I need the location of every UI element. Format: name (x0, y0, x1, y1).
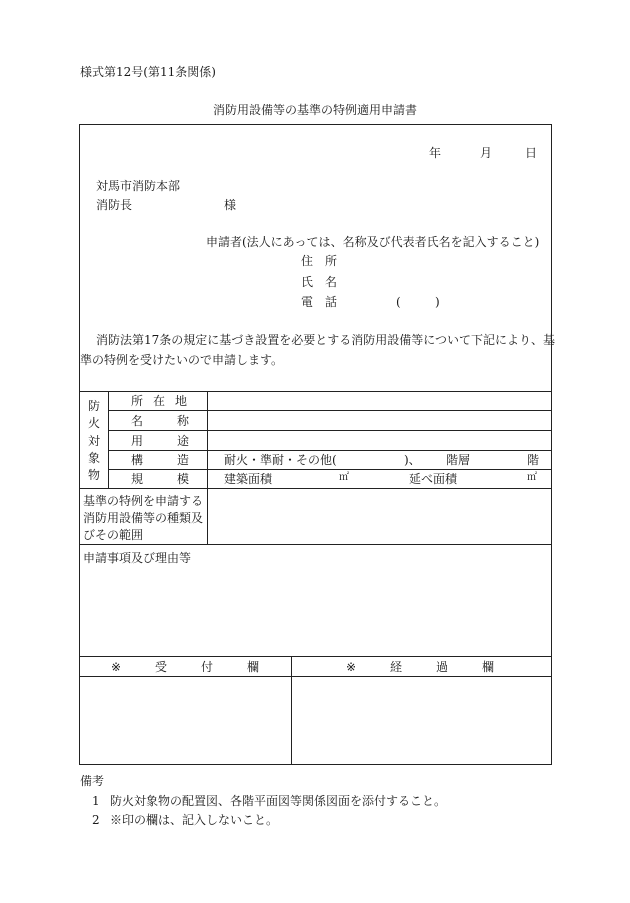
building-area-unit: ㎡ (339, 472, 349, 483)
notes-heading: 備考 (80, 774, 105, 788)
equipment-label-line1: 基準の特例を申請する (83, 494, 204, 508)
structure-close: )、 (404, 453, 421, 467)
floor-area-unit: ㎡ (527, 472, 537, 483)
object-vertical-char: 物 (87, 468, 100, 482)
building-area-label: 建築面積 (224, 472, 273, 486)
date-day-label: 日 (525, 146, 538, 160)
reception-progress-divider (291, 656, 292, 765)
equipment-section-bottom-line (79, 544, 552, 545)
reason-label: 申請事項及び理由等 (83, 551, 192, 565)
date-year-label: 年 (429, 146, 442, 160)
object-vertical-label (84, 397, 104, 483)
progress-header (346, 661, 494, 673)
phone-paren-open: ( (396, 295, 401, 309)
floors-unit: 階 (527, 453, 540, 467)
body-text-line2: 準の特例を受けたいので申請します。 (80, 353, 284, 367)
applicant-phone-label: 電 話 (301, 295, 338, 309)
object-row-line (108, 450, 552, 451)
object-label-divider (108, 391, 109, 488)
object-section-top-line (79, 391, 552, 392)
date-month-label: 月 (480, 146, 493, 160)
body-text-line1: 消防法第17条の規定に基づき設置を必要とする消防用設備等について下記により、基 (96, 333, 556, 347)
object-row-line (108, 469, 552, 470)
addressee-honorific: 様 (224, 198, 237, 212)
equipment-label-line2: 消防用設備等の種類及 (83, 511, 204, 525)
note-text: 防火対象物の配置図、各階平面図等関係図面を添付すること。 (110, 794, 447, 808)
name-label: 名称 (131, 414, 224, 428)
progress-char: 過 (435, 660, 448, 674)
form-title: 消防用設備等の基準の特例適用申請書 (212, 103, 417, 117)
object-section-bottom-line (79, 488, 552, 489)
reason-section-bottom-line (79, 656, 552, 657)
object-row-line (108, 430, 552, 431)
note-number: 1 (92, 794, 100, 808)
progress-char: 経 (390, 660, 403, 674)
scale-label: 規模 (131, 472, 224, 486)
reception-char: 付 (200, 660, 213, 674)
note-number: 2 (92, 813, 100, 827)
object-vertical-char: 防 (87, 399, 100, 413)
object-vertical-char: 対 (87, 433, 100, 448)
applicant-label: 申請者(法人にあっては、名称及び代表者氏名を記入すること) (206, 235, 540, 249)
addressee-org: 対馬市消防本部 (96, 179, 181, 193)
structure-value: 耐火・準耐・その他( (224, 453, 337, 467)
reception-header-line (79, 676, 552, 677)
structure-label: 構造 (131, 453, 224, 467)
progress-char: 欄 (481, 660, 494, 674)
use-label: 用途 (131, 434, 224, 448)
floor-area-label: 延べ面積 (409, 472, 458, 486)
applicant-address-label: 住 所 (301, 254, 338, 268)
equipment-label-line3: びその範囲 (83, 528, 144, 542)
addressee-chief: 消防長 (96, 198, 133, 212)
location-label: 所在地 (131, 394, 198, 408)
progress-mark: ※ (346, 660, 357, 674)
note-text: ※印の欄は、記入しないこと。 (110, 813, 279, 827)
floors-label: 階層 (446, 453, 471, 467)
object-vertical-char: 火 (87, 416, 100, 431)
applicant-name-label: 氏 名 (301, 275, 338, 289)
reception-mark: ※ (111, 660, 122, 674)
phone-paren-close: ) (435, 295, 440, 309)
object-row-line (108, 410, 552, 411)
reception-char: 受 (155, 660, 168, 674)
reception-char: 欄 (246, 660, 259, 674)
reception-header (111, 661, 259, 673)
form-number: 様式第12号(第11条関係) (80, 65, 216, 79)
object-vertical-char: 象 (87, 450, 100, 465)
